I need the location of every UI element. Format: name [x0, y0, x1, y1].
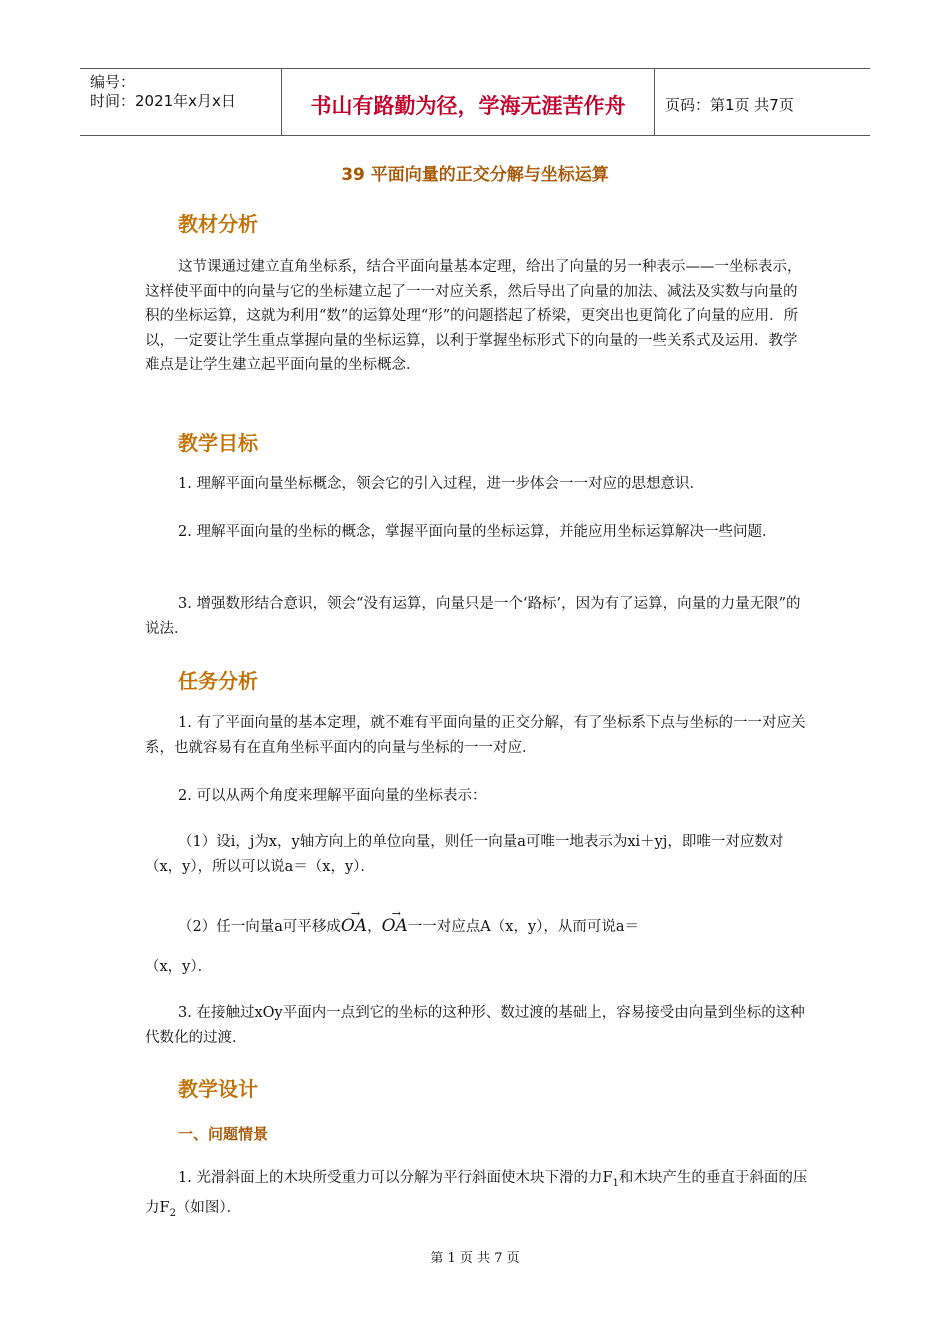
paragraph — [145, 520, 810, 545]
paragraph — [145, 1001, 810, 1050]
paragraph-text: 和木块产生的垂直于斜面的压力F — [145, 1170, 808, 1217]
paragraph-text: （如图）． — [175, 1200, 242, 1217]
paragraph — [145, 908, 810, 940]
page-footer: 第 1 页 共 7 页 — [430, 1251, 520, 1266]
subscript: 1 — [612, 1177, 619, 1189]
paragraph — [145, 711, 810, 760]
paragraph — [145, 255, 810, 378]
header-divider — [654, 68, 655, 135]
paragraph-text: 这节课通过建立直角坐标系，结合平面向量基本定理，给出了向量的另一种表示——一坐标表示，这样使平面中的向量与它的坐标建立起了一一对应关系，然后导出了向量的加法、减法及实数与向量的积的坐标运算，这就为利用“数”的运算处理“形”的问题搭起了桥梁，更突出也更简化了向量的应用．所以，一定要让学生重点掌握向量的坐标运算，以利于掌握坐标形式下的向量的一些关系式及运用．教学难点是让学生建立起平面向量的坐标概念． — [145, 259, 802, 373]
header-page-label: 页码：第1页 共7页 — [665, 96, 794, 114]
subscript: 2 — [169, 1208, 176, 1220]
paragraph — [145, 784, 810, 809]
paragraph-continuation: （x，y）． — [145, 959, 213, 975]
paragraph-text: 1. 有了平面向量的基本定理，就不难有平面向量的正交分解，有了坐标系下点与坐标的一一对应关系，也就容易有在直角坐标平面内的向量与坐标的一一对应． — [145, 715, 806, 756]
paragraph — [145, 472, 810, 497]
header-time-label: 时间：2021年x月x日 — [90, 92, 236, 110]
header-bottom-rule — [80, 135, 870, 136]
paragraph — [145, 592, 810, 641]
paragraph-text: （1）设i，j为x，y轴方向上的单位向量，则任一向量a可唯一地表示为xi＋yj，即唯一对应数对（x，y），所以可以说a＝（x，y）． — [145, 834, 784, 875]
paragraph-text: 1. 光滑斜面上的木块所受重力可以分解为平行斜面使木块下滑的力F — [178, 1170, 613, 1186]
subsection-heading-problem-scenario: 一、问题情景 — [178, 1125, 269, 1143]
header-motto: 书山有路勤为径，学海无涯苦作舟 — [310, 93, 626, 118]
paragraph-text: 2. 可以从两个角度来理解平面向量的坐标表示： — [178, 788, 487, 804]
paragraph-text: ， — [367, 919, 382, 935]
page-title: 39 平面向量的正交分解与坐标运算 — [341, 165, 609, 185]
paragraph-text: 一一对应点A（x，y），从而可说a＝ — [407, 919, 640, 935]
paragraph — [145, 1166, 810, 1227]
vector-oa: → OA — [382, 908, 408, 939]
section-heading-teaching-goals: 教学目标 — [178, 431, 258, 455]
header-top-rule — [80, 68, 870, 69]
vector-oa: → OA — [341, 908, 367, 939]
section-heading-textbook-analysis: 教材分析 — [178, 212, 258, 236]
paragraph-text: 2. 理解平面向量的坐标的概念，掌握平面向量的坐标运算，并能应用坐标运算解决一些问题． — [178, 524, 777, 540]
paragraph-text: 1. 理解平面向量坐标概念，领会它的引入过程，进一步体会一一对应的思想意识． — [178, 476, 704, 492]
paragraph-text: 3. 在接触过xOy平面内一点到它的坐标的这种形、数过渡的基础上，容易接受由向量到坐标的这种代数化的过渡． — [145, 1005, 805, 1046]
section-heading-task-analysis: 任务分析 — [178, 669, 258, 693]
header-code-label: 编号： — [90, 73, 136, 91]
section-heading-teaching-design: 教学设计 — [178, 1077, 258, 1101]
paragraph-text: （2）任一向量a可平移成 — [178, 919, 341, 935]
paragraph — [145, 830, 810, 879]
paragraph-text: 3. 增强数形结合意识，领会“没有运算，向量只是一个‘路标’，因为有了运算，向量的力量无限”的说法． — [145, 596, 801, 637]
